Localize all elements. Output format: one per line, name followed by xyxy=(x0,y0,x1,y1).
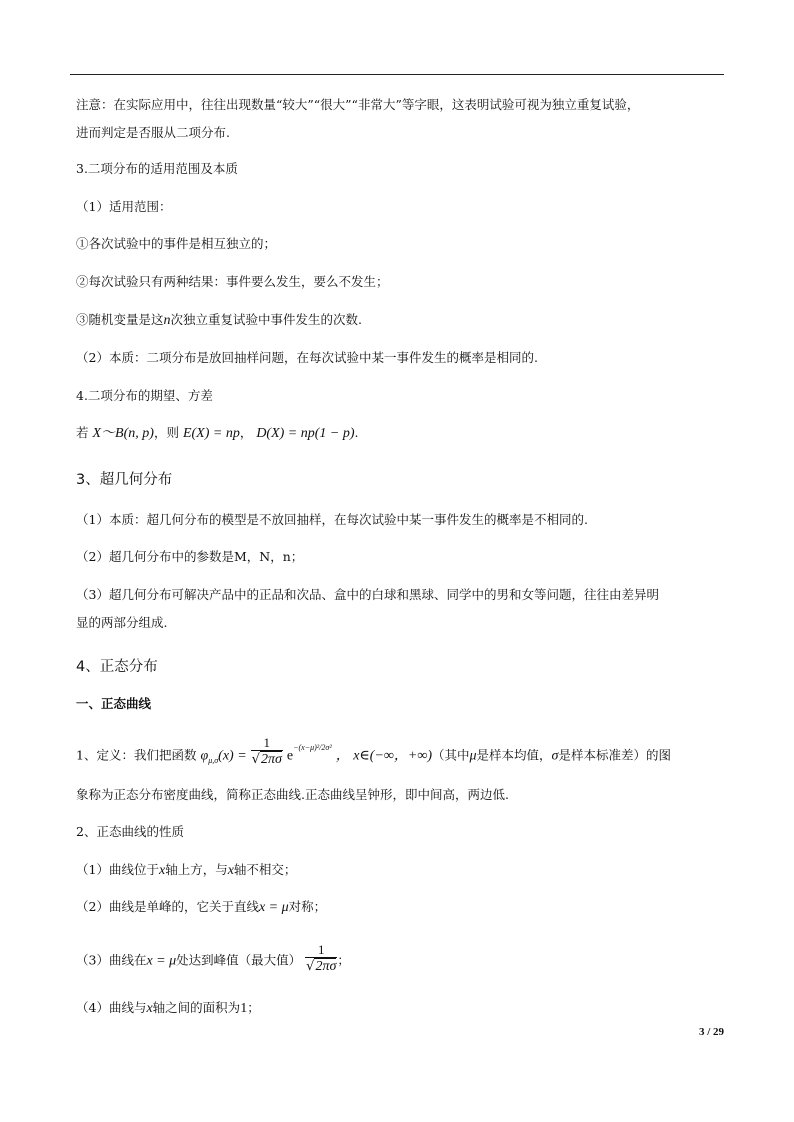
normal-definition-line2: 象称为正态分布密度曲线，简称正态曲线.正态曲线呈钟形，即中间高，两边低. xyxy=(76,787,509,802)
note-line-1: 注意：在实际应用中，往往出现数量“较大”“很大”“非常大”等字眼，这表明试验可视为独立重复试验， xyxy=(76,97,640,112)
section-3-heading: 3.二项分布的适用范围及本质 xyxy=(76,161,238,176)
hyper-p3-line2: 显的两部分组成. xyxy=(76,615,168,630)
normal-properties-title: 2、正态曲线的性质 xyxy=(76,824,184,839)
property-3: （3）曲线在x = μ处达到峰值（最大值） $\frac{1}{√2\pi\sigma}$ ； xyxy=(76,942,350,974)
hyper-p2: （2）超几何分布中的参数是M，N，n； xyxy=(76,549,304,564)
property-2: （2）曲线是单峰的，它关于直线x = μ对称； xyxy=(76,899,327,915)
note-line-2: 进而判定是否服从二项分布. xyxy=(76,125,230,140)
header-rule xyxy=(70,74,724,75)
scope-item-2: ②每次试验只有两种结果：事件要么发生，要么不发生； xyxy=(76,274,389,289)
hyper-p3-line1: （3）超几何分布可解决产品中的正品和次品、盒中的白球和黑球、同学中的男和女等问题，往往由差异明 xyxy=(76,587,659,602)
normal-definition: 1、定义：我们把函数 $\varphi_{\mu,\sigma}(x)$ = $\frac{1}{√2\pi\sigma}$ $e^{-(x-\mu)^2/2\sigma^2}$ ， x∈(−∞，+∞)（其中μ是样本均值，σ是样本标准差）的图 xyxy=(76,735,671,767)
hypergeometric-heading: 3、超几何分布 xyxy=(76,472,173,488)
normal-heading: 4、正态分布 xyxy=(76,659,158,675)
property-1: （1）曲线位于x轴上方，与x轴不相交； xyxy=(76,862,297,878)
hyper-p1: （1）本质：超几何分布的模型是不放回抽样，在每次试验中某一事件发生的概率是不相同的. xyxy=(76,512,588,527)
property-4: （4）曲线与x轴之间的面积为1； xyxy=(76,1000,260,1016)
page-number: 3 / 29 xyxy=(698,1026,724,1038)
normal-curve-subheading: 一、正态曲线 xyxy=(76,696,152,711)
scope-title: （1）适用范围： xyxy=(76,199,172,214)
scope-item-3: ③随机变量是这n次独立重复试验中事件发生的次数. xyxy=(76,312,362,328)
section-4-heading: 4.二项分布的期望、方差 xyxy=(76,388,213,403)
binomial-formula: 若 X～B(n, p)，则 E(X) = np， D(X) = np(1 − p). xyxy=(76,425,359,441)
scope-item-1: ①各次试验中的事件是相互独立的； xyxy=(76,236,277,251)
peak-fraction: $\frac{1}{√2\pi\sigma}$ xyxy=(306,942,337,974)
density-fraction: $\frac{1}{√2\pi\sigma}$ xyxy=(251,735,282,767)
essence-text: （2）本质：二项分布是放回抽样问题，在每次试验中某一事件发生的概率是相同的. xyxy=(76,350,538,365)
